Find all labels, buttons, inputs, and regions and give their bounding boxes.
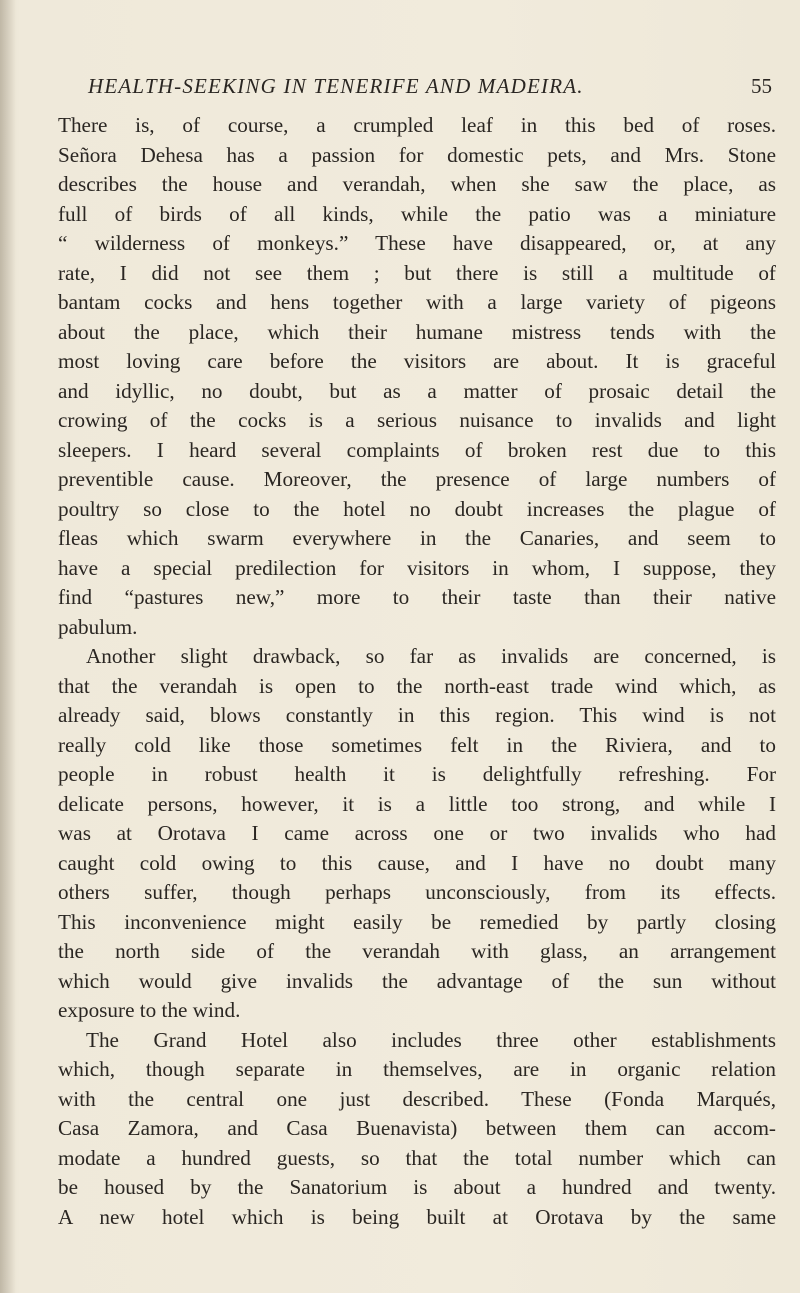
text-line: with the central one just described. These (Fonda Marqués,	[58, 1086, 776, 1111]
paragraph-start-line: The Grand Hotel also includes three other establishments	[86, 1027, 776, 1052]
page-number: 55	[751, 74, 772, 98]
text-line: already said, blows constantly in this region. This wind is not	[58, 703, 776, 727]
text-line: crowing of the cocks is a serious nuisance to invalids and light	[58, 408, 776, 432]
text-line: A new hotel which is being built at Orotava by the same	[58, 1204, 776, 1229]
text-line: fleas which swarm everywhere in the Canaries, and seem to	[58, 526, 776, 550]
text-line: There is, of course, a crumpled leaf in this bed of roses.	[58, 113, 776, 137]
running-head	[88, 74, 772, 104]
text-line: and idyllic, no doubt, but as a matter of prosaic detail the	[58, 378, 776, 403]
text-line: pabulum.	[58, 614, 138, 639]
paragraph-start-line: Another slight drawback, so far as invalids are concerned, is	[86, 644, 776, 668]
text-line: This inconvenience might easily be remedied by partly closing	[58, 909, 776, 934]
gutter-shadow	[0, 0, 16, 1293]
text-line: be housed by the Sanatorium is about a hundred and twenty.	[58, 1175, 776, 1199]
text-line: Casa Zamora, and Casa Buenavista) between them can accom-	[58, 1116, 776, 1140]
text-line: people in robust health it is delightfully refreshing. For	[58, 762, 776, 786]
text-line: most loving care before the visitors are about. It is graceful	[58, 349, 776, 373]
text-line: really cold like those sometimes felt in the Riviera, and to	[58, 732, 776, 757]
text-line: sleepers. I heard several complaints of broken rest due to this	[58, 437, 776, 462]
text-line: others suffer, though perhaps unconsciously, from its effects.	[58, 880, 776, 904]
text-line: find “pastures new,” more to their taste than their native	[58, 585, 776, 609]
text-line: bantam cocks and hens together with a large variety of pigeons	[58, 290, 776, 314]
body-text	[58, 111, 776, 1232]
text-line: the north side of the verandah with glass, an arrangement	[58, 939, 776, 963]
text-line: “ wilderness of monkeys.” These have disappeared, or, at any	[58, 231, 776, 255]
text-line: was at Orotava I came across one or two invalids who had	[58, 821, 776, 845]
text-line: exposure to the wind.	[58, 998, 241, 1022]
text-line: modate a hundred guests, so that the total number which can	[58, 1145, 776, 1170]
text-line: preventible cause. Moreover, the presence of large numbers of	[58, 467, 776, 491]
text-line: poultry so close to the hotel no doubt increases the plague of	[58, 496, 776, 521]
text-line: that the verandah is open to the north-east trade wind which, as	[58, 673, 776, 698]
text-line: which would give invalids the advantage of the sun without	[58, 968, 776, 993]
running-title: HEALTH-SEEKING IN TENERIFE AND MADEIRA.	[88, 74, 584, 98]
text-line: delicate persons, however, it is a little too strong, and while I	[58, 791, 776, 816]
text-line: Señora Dehesa has a passion for domestic pets, and Mrs. Stone	[58, 142, 776, 167]
text-line: caught cold owing to this cause, and I have no doubt many	[58, 850, 776, 875]
text-line: about the place, which their humane mistress tends with the	[58, 319, 776, 344]
text-line: describes the house and verandah, when she saw the place, as	[58, 172, 776, 196]
text-line: which, though separate in themselves, are in organic relation	[58, 1057, 776, 1081]
text-line: full of birds of all kinds, while the patio was a miniature	[58, 201, 776, 226]
text-line: have a special predilection for visitors in whom, I suppose, they	[58, 555, 776, 580]
text-line: rate, I did not see them ; but there is still a multitude of	[58, 260, 776, 285]
